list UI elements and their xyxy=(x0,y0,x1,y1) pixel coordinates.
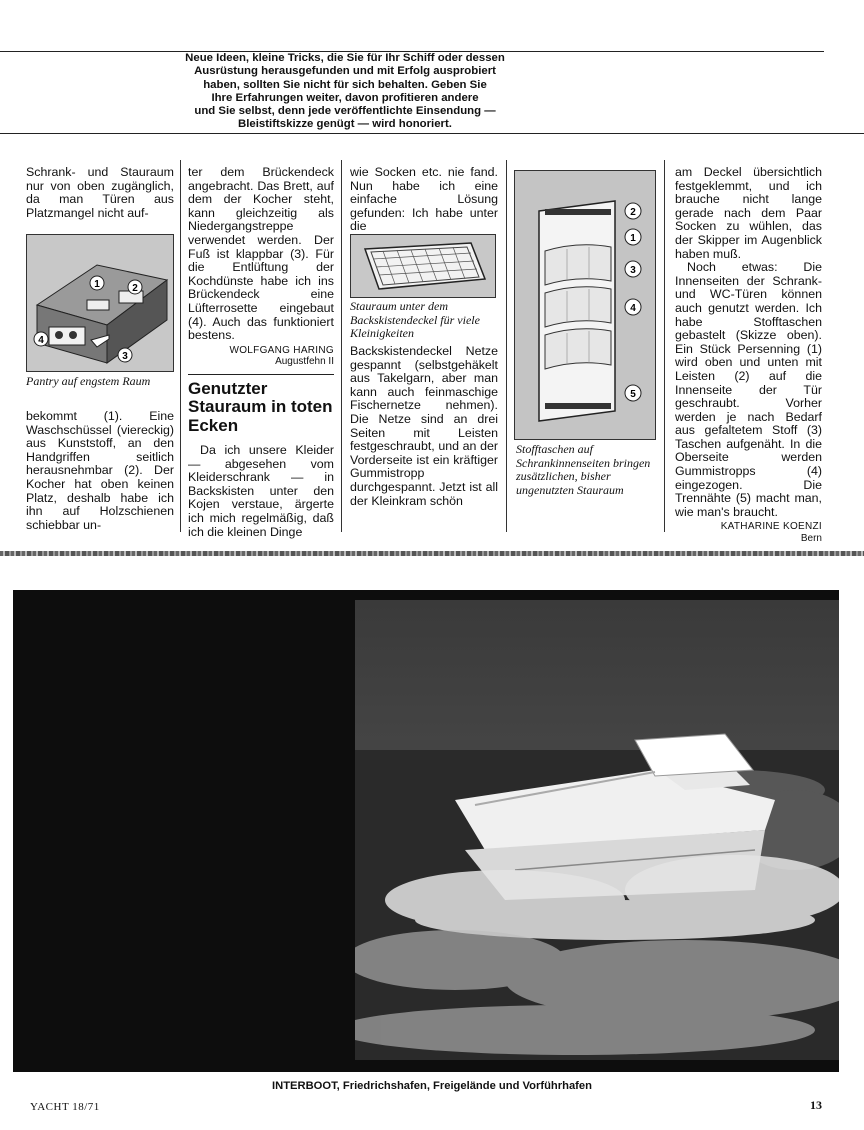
article-column-2 xyxy=(188,166,334,539)
column-divider xyxy=(341,160,342,532)
intro-line: und Sie selbst, denn jede veröffentlichte Einsendung — xyxy=(194,105,496,118)
column-divider xyxy=(180,160,181,532)
body-paragraph: bekommt (1). Eine Waschschüssel (viereckig) aus Kunststoff, an den Handgriffen seitlich herausnehmbar (2). Der Kocher hat oben keinen Platz, deshalb habe ich ihn auf Holzschienen schiebbar un- xyxy=(26,409,174,532)
article-column-3 xyxy=(350,166,498,234)
author-place: Augustfehn II xyxy=(275,356,334,368)
figure-number-label: 3 xyxy=(630,265,636,276)
figure-caption: Stofftaschen auf Schrankinnenseiten bringen zusätzlichen, bisher ungenutzten Stauraum xyxy=(516,442,651,497)
body-paragraph: Backskistendeckel Netze gespannt (selbstgehäkelt aus Takelgarn, aber man kann auch feinmaschige Fischernetze nehmen). Die Netze sind an drei Seiten mit Leisten festgeschraubt, und an der Vorderseite ist ein kräftiger Gummistropp durchgespannt. Jetzt ist all der Kleinkram schön xyxy=(350,344,498,508)
intro-line: Ihre Erfahrungen weiter, davon profitieren andere xyxy=(211,91,479,104)
body-paragraph: wie Socken etc. nie fand. Nun habe ich eine einfache Lösung gefunden: Ich habe unter die xyxy=(350,165,498,234)
section-divider xyxy=(0,551,864,556)
figure-number-label: 1 xyxy=(630,233,636,244)
figure-caption: Pantry auf engstem Raum xyxy=(26,374,151,388)
intro-line: Ausrüstung herausgefunden und mit Erfolg ausprobiert xyxy=(194,65,496,78)
column-divider xyxy=(506,160,507,532)
pantry-illustration xyxy=(26,234,174,372)
article-column-5 xyxy=(675,166,822,544)
intro-box xyxy=(110,52,580,132)
article-headline: Genutzter Stauraum in toten Ecken xyxy=(188,378,333,435)
author-signature xyxy=(188,345,334,368)
article-column-3-continued xyxy=(350,345,498,508)
author-name: KATHARINE KOENZI xyxy=(720,521,822,533)
figure-number-label: 3 xyxy=(122,351,128,362)
locker-lid-illustration xyxy=(350,234,496,298)
figure-number-label: 2 xyxy=(630,207,636,218)
body-paragraph: Da ich unsere Kleider — abgesehen vom Kleiderschrank — in Backskisten unter den Kojen verstaue, ärgerte ich mich regelmäßig, daß ich die kleinen Dinge xyxy=(188,442,334,539)
figure-number-label: 2 xyxy=(132,283,138,294)
column-divider xyxy=(664,160,665,532)
body-paragraph: ter dem Brückendeck angebracht. Das Brett, auf dem der Kocher steht, kann gleichzeitig als Niedergangstreppe verwendet werden. Der Fuß ist klappbar (3). Für die Entlüftung der Kochdünste habe ich ins Brückendeck eine Lüfterrosette eingebaut (4). Auch das funktioniert bestens. xyxy=(188,165,334,343)
photo-caption: INTERBOOT, Friedrichshafen, Freigelände und Vorführhafen xyxy=(272,1080,592,1092)
pocket-sketch xyxy=(515,171,656,440)
body-paragraph: am Deckel übersichtlich festgeklemmt, und ich brauche nicht lange gerade nach dem Paar Socken zu wühlen, das der Skipper im Augenblick haben muß. xyxy=(675,165,822,261)
figure-caption: Stauraum unter dem Backskistendeckel für viele Kleinigkeiten xyxy=(350,299,480,340)
figure-number-label: 4 xyxy=(630,303,636,314)
figure-number-label: 1 xyxy=(94,279,100,290)
author-signature xyxy=(675,521,822,544)
cabinet-pocket-illustration xyxy=(514,170,656,440)
page-number: 13 xyxy=(810,1098,822,1112)
headline-rule xyxy=(188,374,334,375)
figure-number-label: 4 xyxy=(38,335,44,346)
intro-line: Bleistiftskizze genügt — wird honoriert. xyxy=(238,118,452,131)
intro-bottom-rule xyxy=(0,133,864,134)
intro-line: Neue Ideen, kleine Tricks, die Sie für Ihr Schiff oder dessen xyxy=(185,52,505,64)
article-column-1-continued xyxy=(26,410,174,532)
figure-number-label: 5 xyxy=(630,389,636,400)
intro-line: haben, sollten Sie nicht für sich behalten. Geben Sie xyxy=(203,78,487,91)
author-name: WOLFGANG HARING xyxy=(229,344,334,356)
boat-photo xyxy=(13,590,839,1072)
article-column-1 xyxy=(26,166,174,220)
author-place: Bern xyxy=(800,532,822,544)
net-sketch xyxy=(351,235,496,298)
magazine-issue: YACHT 18/71 xyxy=(30,1101,100,1113)
body-paragraph: Noch etwas: Die Innenseiten der Schrank- und WC-Türen können auch genutzt werden. Ich habe Stofftaschen gebastelt (Skizze oben). Ein Stück Persenning (1) wird oben und unten mit Leisten (2) auf die Innenseite der Tür geschraubt. Vorher werden je nach Bedarf aus gefaltetem Stoff (3) Taschen aufgenäht. In die Oberseite werden Gummistropps (4) eingezogen. Die Trennähte (5) macht man, wie man's braucht. xyxy=(675,260,822,519)
pantry-sketch xyxy=(27,235,174,372)
body-paragraph: Schrank- und Stauraum nur von oben zugänglich, da man Türen aus Platzmangel nicht auf- xyxy=(26,165,174,220)
motorboat-image xyxy=(355,600,839,1060)
